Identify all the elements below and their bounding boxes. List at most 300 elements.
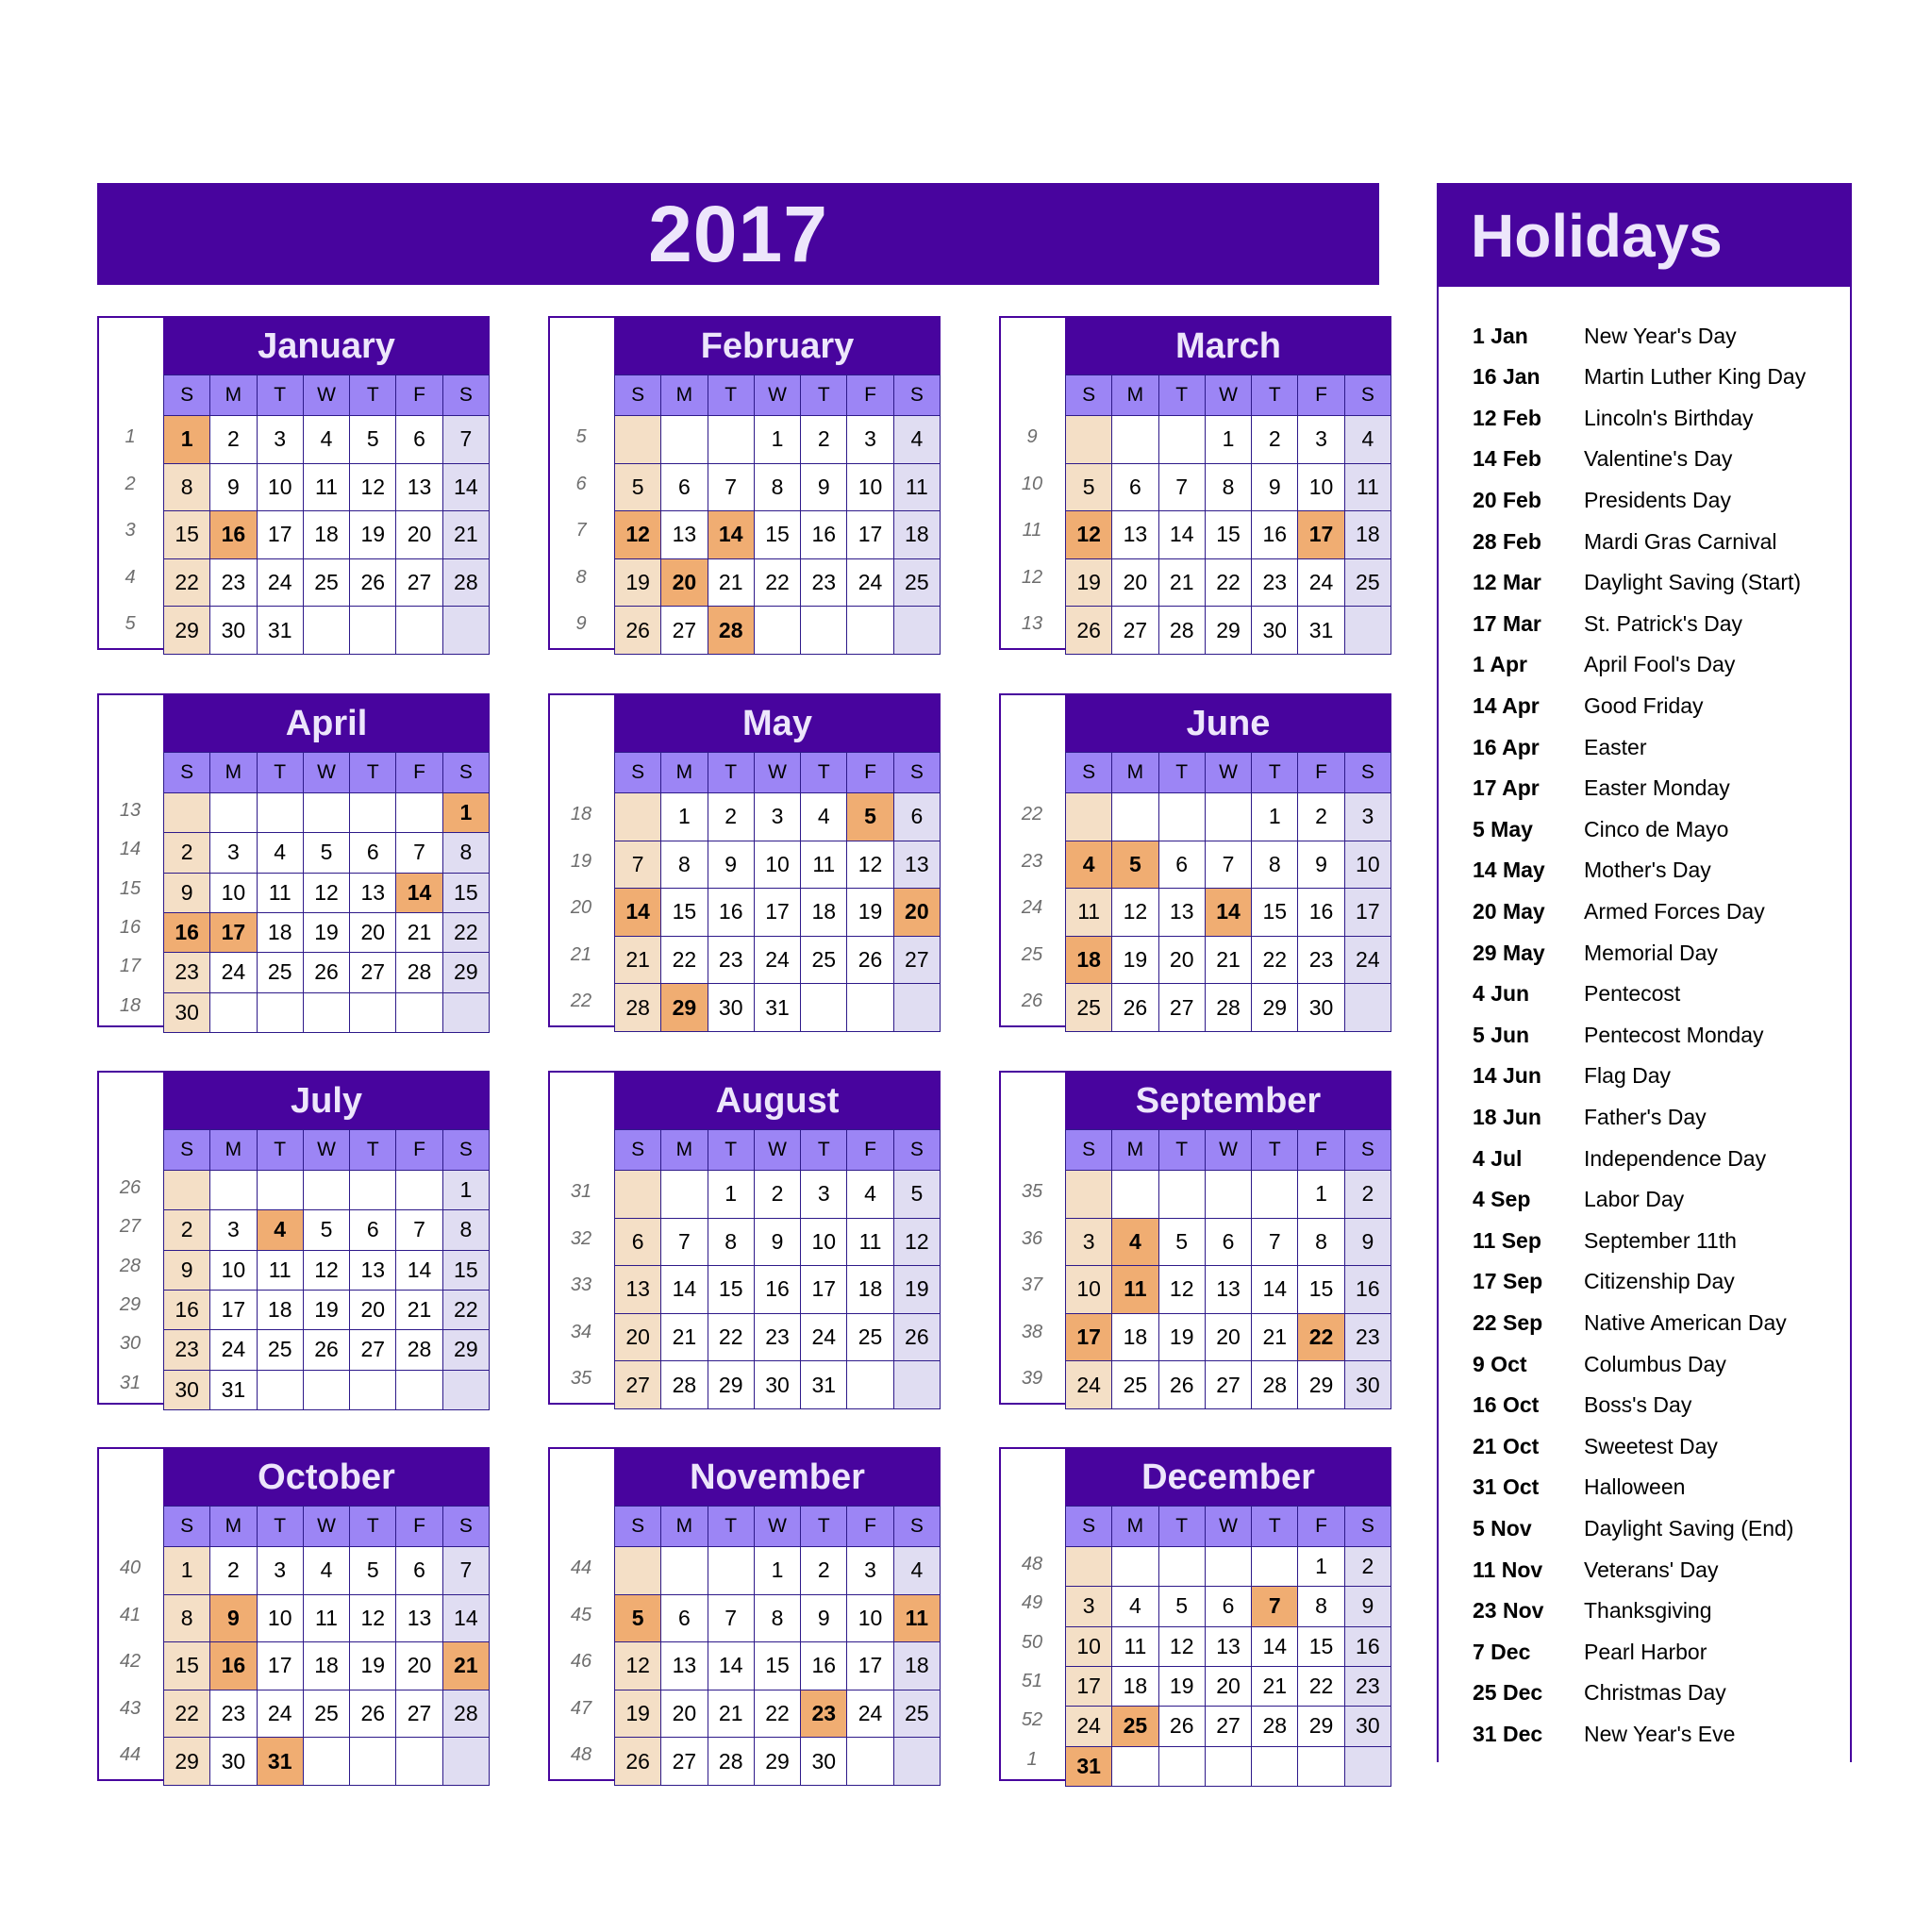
day-cell: 24 (257, 1690, 303, 1738)
day-cell: 15 (754, 511, 800, 559)
day-cell: 6 (350, 833, 396, 873)
day-cell: 10 (1344, 841, 1391, 889)
weekday-header: T (350, 1130, 396, 1171)
empty-day-cell (1252, 1547, 1298, 1587)
holiday-name: Sweetest Day (1584, 1433, 1718, 1458)
day-cell: 16 (801, 511, 847, 559)
empty-day-cell (1066, 416, 1112, 464)
weekday-header: S (1344, 753, 1391, 793)
holiday-name: Pentecost Monday (1584, 1022, 1764, 1047)
week-number: 22 (570, 991, 592, 1012)
day-cell: 4 (1112, 1587, 1158, 1626)
holiday-day-cell: 4 (1066, 841, 1112, 889)
day-cell: 15 (754, 1642, 800, 1690)
day-cell: 8 (164, 1594, 210, 1642)
month-calendar-september (999, 1071, 1391, 1405)
day-cell: 13 (1158, 889, 1205, 937)
day-cell: 3 (847, 416, 893, 464)
day-cell: 20 (350, 912, 396, 952)
holiday-name: Halloween (1584, 1474, 1686, 1500)
day-cell: 29 (754, 1738, 800, 1786)
weekday-header: F (396, 1130, 442, 1171)
week-number: 51 (1021, 1671, 1043, 1691)
holiday-date: 4 Jul (1473, 1145, 1523, 1171)
month-calendar-january (97, 316, 490, 650)
weekday-header: T (257, 1130, 303, 1171)
holiday-row (1473, 728, 1850, 766)
day-cell: 14 (1252, 1266, 1298, 1314)
day-cell: 5 (615, 463, 661, 511)
empty-day-cell (1205, 1171, 1251, 1219)
day-cell: 2 (801, 1547, 847, 1595)
weekday-header: T (1158, 375, 1205, 416)
day-cell: 15 (1298, 1266, 1344, 1314)
month-grid (1065, 1506, 1391, 1787)
holiday-row (1473, 1345, 1850, 1383)
day-cell: 1 (1298, 1171, 1344, 1219)
empty-day-cell (1112, 1746, 1158, 1786)
day-cell: 22 (708, 1313, 754, 1361)
weekday-header: T (1252, 1507, 1298, 1547)
day-cell: 27 (893, 936, 940, 984)
holiday-date: 7 Dec (1473, 1639, 1531, 1664)
day-cell: 19 (1066, 558, 1112, 607)
day-cell: 18 (1344, 511, 1391, 559)
holiday-name: Boss's Day (1584, 1392, 1692, 1418)
weekday-header: F (1298, 1507, 1344, 1547)
weekday-header: W (754, 375, 800, 416)
holiday-name: Armed Forces Day (1584, 898, 1765, 924)
day-cell: 16 (801, 1642, 847, 1690)
day-cell: 8 (661, 841, 708, 889)
holiday-date: 11 Sep (1473, 1227, 1541, 1253)
holiday-date: 16 Apr (1473, 734, 1540, 759)
holiday-date: 12 Mar (1473, 570, 1541, 595)
day-cell: 28 (615, 984, 661, 1032)
holiday-name: Citizenship Day (1584, 1269, 1735, 1294)
month-grid (163, 752, 490, 1033)
empty-day-cell (210, 1171, 257, 1210)
day-cell: 30 (754, 1361, 800, 1409)
weekday-header: S (442, 375, 489, 416)
holiday-date: 20 May (1473, 898, 1545, 924)
day-cell: 25 (893, 558, 940, 607)
empty-day-cell (893, 1361, 940, 1409)
day-cell: 27 (1205, 1361, 1251, 1409)
day-cell: 3 (801, 1171, 847, 1219)
day-cell: 21 (442, 511, 489, 559)
day-cell: 19 (303, 912, 349, 952)
weekday-header: S (893, 1507, 940, 1547)
empty-day-cell (615, 1171, 661, 1219)
day-cell: 2 (801, 416, 847, 464)
day-cell: 24 (257, 558, 303, 607)
holiday-name: Easter Monday (1584, 775, 1730, 801)
day-cell: 28 (396, 953, 442, 992)
holiday-row (1473, 441, 1850, 478)
week-number: 37 (1021, 1274, 1043, 1296)
day-cell: 29 (1298, 1707, 1344, 1746)
holiday-name: Martin Luther King Day (1584, 364, 1807, 390)
holiday-date: 14 Feb (1473, 446, 1541, 472)
empty-day-cell (893, 1738, 940, 1786)
year-banner (97, 183, 1379, 285)
holiday-name: Mother's Day (1584, 858, 1711, 883)
day-cell: 18 (893, 511, 940, 559)
day-cell: 28 (1252, 1361, 1298, 1409)
day-cell: 26 (615, 1738, 661, 1786)
holiday-date: 4 Sep (1473, 1187, 1531, 1212)
weekday-header: F (396, 375, 442, 416)
empty-day-cell (661, 416, 708, 464)
holiday-date: 16 Jan (1473, 364, 1541, 390)
holiday-name: New Year's Eve (1584, 1721, 1736, 1746)
day-cell: 4 (303, 416, 349, 464)
day-cell: 29 (1298, 1361, 1344, 1409)
month-calendar-march (999, 316, 1391, 650)
empty-day-cell (1344, 607, 1391, 655)
day-cell: 22 (164, 558, 210, 607)
holiday-day-cell: 9 (210, 1594, 257, 1642)
weekday-header: T (801, 1507, 847, 1547)
week-number: 1 (1026, 1748, 1038, 1770)
day-cell: 2 (754, 1171, 800, 1219)
day-cell: 29 (1205, 607, 1251, 655)
day-cell: 30 (801, 1738, 847, 1786)
holiday-row (1473, 317, 1850, 355)
day-cell: 24 (801, 1313, 847, 1361)
holiday-row (1473, 1181, 1850, 1219)
holiday-name: Christmas Day (1584, 1680, 1726, 1706)
empty-day-cell (396, 1738, 442, 1786)
day-cell: 21 (396, 1290, 442, 1329)
day-cell: 24 (210, 1330, 257, 1370)
week-number: 39 (1021, 1368, 1043, 1390)
day-cell: 7 (442, 1547, 489, 1595)
holiday-row (1473, 1387, 1850, 1424)
day-cell: 22 (1252, 936, 1298, 984)
day-cell: 19 (893, 1266, 940, 1314)
weekday-header: T (708, 1130, 754, 1171)
day-cell: 10 (1066, 1626, 1112, 1666)
day-cell: 20 (396, 511, 442, 559)
month-title: February (614, 318, 941, 375)
weekday-header: S (615, 1507, 661, 1547)
day-cell: 23 (164, 953, 210, 992)
day-cell: 13 (661, 511, 708, 559)
day-cell: 7 (661, 1218, 708, 1266)
week-number: 41 (119, 1604, 142, 1625)
week-number: 5 (125, 613, 136, 635)
weekday-header: T (1252, 753, 1298, 793)
empty-day-cell (1205, 1547, 1251, 1587)
day-cell: 25 (1066, 984, 1112, 1032)
empty-day-cell (350, 992, 396, 1032)
month-title: June (1065, 695, 1391, 752)
week-number: 22 (1021, 804, 1043, 824)
day-cell: 14 (442, 463, 489, 511)
day-cell: 17 (801, 1266, 847, 1314)
weekday-header: S (1066, 375, 1112, 416)
day-cell: 22 (754, 1690, 800, 1738)
weekday-header: M (210, 375, 257, 416)
week-number: 38 (1021, 1321, 1043, 1342)
day-cell: 15 (1205, 511, 1251, 559)
holiday-day-cell: 20 (661, 558, 708, 607)
weekday-header: M (210, 1507, 257, 1547)
week-number: 33 (570, 1274, 592, 1296)
day-cell: 31 (801, 1361, 847, 1409)
holiday-day-cell: 11 (893, 1594, 940, 1642)
holiday-row (1473, 523, 1850, 560)
empty-day-cell (801, 984, 847, 1032)
weekday-header: S (164, 375, 210, 416)
day-cell: 1 (708, 1171, 754, 1219)
day-cell: 2 (210, 1547, 257, 1595)
weekday-header: F (847, 753, 893, 793)
day-cell: 26 (1066, 607, 1112, 655)
day-cell: 18 (847, 1266, 893, 1314)
week-number: 40 (119, 1557, 142, 1578)
weekday-header: T (1158, 1507, 1205, 1547)
holiday-date: 5 Jun (1473, 1022, 1530, 1047)
day-cell: 8 (164, 463, 210, 511)
weekday-header: M (1112, 753, 1158, 793)
day-cell: 29 (164, 1738, 210, 1786)
week-number: 26 (119, 1177, 142, 1198)
holiday-day-cell: 23 (801, 1690, 847, 1738)
day-cell: 5 (1158, 1587, 1205, 1626)
day-cell: 26 (350, 1690, 396, 1738)
day-cell: 27 (615, 1361, 661, 1409)
empty-day-cell (442, 1738, 489, 1786)
weekday-header: S (164, 1507, 210, 1547)
empty-day-cell (661, 1547, 708, 1595)
holiday-row (1473, 1016, 1850, 1054)
day-cell: 30 (1252, 607, 1298, 655)
day-cell: 27 (1158, 984, 1205, 1032)
holiday-date: 11 Nov (1473, 1557, 1543, 1582)
weekday-header: M (1112, 1507, 1158, 1547)
day-cell: 14 (442, 1594, 489, 1642)
day-cell: 21 (1252, 1666, 1298, 1706)
day-cell: 12 (1158, 1626, 1205, 1666)
day-cell: 26 (893, 1313, 940, 1361)
holiday-day-cell: 5 (847, 793, 893, 841)
day-cell: 30 (708, 984, 754, 1032)
day-cell: 25 (893, 1690, 940, 1738)
holiday-name: Easter (1584, 734, 1647, 759)
day-cell: 28 (661, 1361, 708, 1409)
holiday-name: Memorial Day (1584, 940, 1718, 965)
empty-day-cell (210, 992, 257, 1032)
day-cell: 7 (1205, 841, 1251, 889)
weekday-header: M (661, 1130, 708, 1171)
day-cell: 28 (442, 1690, 489, 1738)
day-cell: 29 (1252, 984, 1298, 1032)
weekday-header: S (1066, 1130, 1112, 1171)
holiday-date: 22 Sep (1473, 1309, 1543, 1335)
weekday-header: T (1158, 1130, 1205, 1171)
day-cell: 4 (257, 833, 303, 873)
day-cell: 7 (1252, 1218, 1298, 1266)
day-cell: 1 (164, 1547, 210, 1595)
empty-day-cell (1066, 1171, 1112, 1219)
weekday-header: S (442, 1507, 489, 1547)
day-cell: 22 (1298, 1666, 1344, 1706)
holiday-name: Mardi Gras Carnival (1584, 528, 1777, 554)
holiday-date: 25 Dec (1473, 1680, 1543, 1706)
day-cell: 20 (396, 1642, 442, 1690)
holiday-row (1473, 605, 1850, 642)
holiday-row (1473, 810, 1850, 848)
day-cell: 21 (396, 912, 442, 952)
empty-day-cell (257, 793, 303, 833)
weekday-header: T (1252, 375, 1298, 416)
day-cell: 11 (257, 1250, 303, 1290)
holiday-row (1473, 852, 1850, 890)
day-cell: 19 (615, 1690, 661, 1738)
holiday-name: Independence Day (1584, 1145, 1767, 1171)
weekday-header: S (1344, 375, 1391, 416)
day-cell: 9 (164, 873, 210, 912)
holiday-row (1473, 1304, 1850, 1341)
day-cell: 27 (396, 558, 442, 607)
holiday-name: Lincoln's Birthday (1584, 405, 1754, 430)
holiday-day-cell: 14 (615, 889, 661, 937)
day-cell: 22 (164, 1690, 210, 1738)
day-cell: 26 (350, 558, 396, 607)
day-cell: 7 (396, 1210, 442, 1250)
holiday-row (1473, 975, 1850, 1013)
holiday-row (1473, 1058, 1850, 1095)
day-cell: 28 (442, 558, 489, 607)
day-cell: 20 (1205, 1313, 1251, 1361)
month-grid (614, 375, 941, 655)
holiday-name: September 11th (1584, 1227, 1737, 1253)
weekday-header: S (1066, 1507, 1112, 1547)
day-cell: 7 (396, 833, 442, 873)
day-cell: 10 (847, 1594, 893, 1642)
weekday-header: S (1344, 1130, 1391, 1171)
month-grid (614, 752, 941, 1032)
day-cell: 25 (847, 1313, 893, 1361)
day-cell: 4 (303, 1547, 349, 1595)
day-cell: 16 (1252, 511, 1298, 559)
holiday-day-cell: 17 (210, 912, 257, 952)
day-cell: 31 (1298, 607, 1344, 655)
day-cell: 15 (661, 889, 708, 937)
day-cell: 9 (1252, 463, 1298, 511)
day-cell: 13 (661, 1642, 708, 1690)
day-cell: 30 (164, 992, 210, 1032)
empty-day-cell (1112, 416, 1158, 464)
week-number: 16 (119, 917, 142, 938)
day-cell: 2 (708, 793, 754, 841)
day-cell: 17 (257, 511, 303, 559)
day-cell: 17 (210, 1290, 257, 1329)
holiday-day-cell: 25 (1112, 1707, 1158, 1746)
day-cell: 25 (303, 558, 349, 607)
day-cell: 10 (754, 841, 800, 889)
month-calendar-june (999, 693, 1391, 1027)
day-cell: 23 (1344, 1666, 1391, 1706)
holiday-row (1473, 1674, 1850, 1712)
week-number: 20 (570, 897, 592, 919)
day-cell: 1 (1298, 1547, 1344, 1587)
day-cell: 1 (661, 793, 708, 841)
year-title: 2017 (648, 189, 828, 278)
holiday-name: Good Friday (1584, 692, 1704, 718)
weekday-header: W (754, 1507, 800, 1547)
day-cell: 10 (1298, 463, 1344, 511)
holiday-row (1473, 1509, 1850, 1547)
weekday-header: S (164, 753, 210, 793)
day-cell: 17 (1066, 1666, 1112, 1706)
holiday-day-cell: 7 (1252, 1587, 1298, 1626)
holiday-day-cell: 14 (1205, 889, 1251, 937)
weekday-header: M (210, 753, 257, 793)
day-cell: 14 (1158, 511, 1205, 559)
empty-day-cell (1252, 1746, 1298, 1786)
month-title: September (1065, 1073, 1391, 1129)
day-cell: 2 (210, 416, 257, 464)
weekday-header: W (303, 1507, 349, 1547)
day-cell: 23 (210, 1690, 257, 1738)
day-cell: 8 (754, 463, 800, 511)
holiday-date: 18 Jun (1473, 1104, 1541, 1129)
holiday-date: 14 Jun (1473, 1063, 1541, 1089)
month-calendar-november (548, 1447, 941, 1781)
day-cell: 11 (1112, 1626, 1158, 1666)
week-number: 26 (1021, 991, 1043, 1012)
holiday-row (1473, 1469, 1850, 1507)
day-cell: 10 (210, 1250, 257, 1290)
month-grid (1065, 375, 1391, 655)
day-cell: 24 (847, 1690, 893, 1738)
day-cell: 4 (1344, 416, 1391, 464)
month-grid (163, 375, 490, 655)
day-cell: 31 (257, 607, 303, 655)
weekday-header: T (350, 375, 396, 416)
day-cell: 1 (1205, 416, 1251, 464)
day-cell: 3 (1066, 1218, 1112, 1266)
day-cell: 16 (1298, 889, 1344, 937)
day-cell: 11 (801, 841, 847, 889)
day-cell: 29 (164, 607, 210, 655)
weekday-header: T (257, 375, 303, 416)
holiday-day-cell: 5 (615, 1594, 661, 1642)
holiday-date: 16 Oct (1473, 1392, 1540, 1418)
day-cell: 11 (303, 1594, 349, 1642)
day-cell: 2 (1252, 416, 1298, 464)
day-cell: 4 (801, 793, 847, 841)
week-number: 35 (1021, 1181, 1043, 1202)
empty-day-cell (1066, 1547, 1112, 1587)
holiday-day-cell: 1 (442, 793, 489, 833)
day-cell: 23 (1298, 936, 1344, 984)
month-calendar-july (97, 1071, 490, 1405)
day-cell: 3 (210, 833, 257, 873)
day-cell: 9 (801, 463, 847, 511)
empty-day-cell (396, 793, 442, 833)
holiday-row (1473, 1263, 1850, 1301)
week-number: 13 (119, 800, 142, 821)
day-cell: 31 (210, 1370, 257, 1409)
day-cell: 5 (350, 416, 396, 464)
holiday-row (1473, 1427, 1850, 1465)
empty-day-cell (1112, 793, 1158, 841)
